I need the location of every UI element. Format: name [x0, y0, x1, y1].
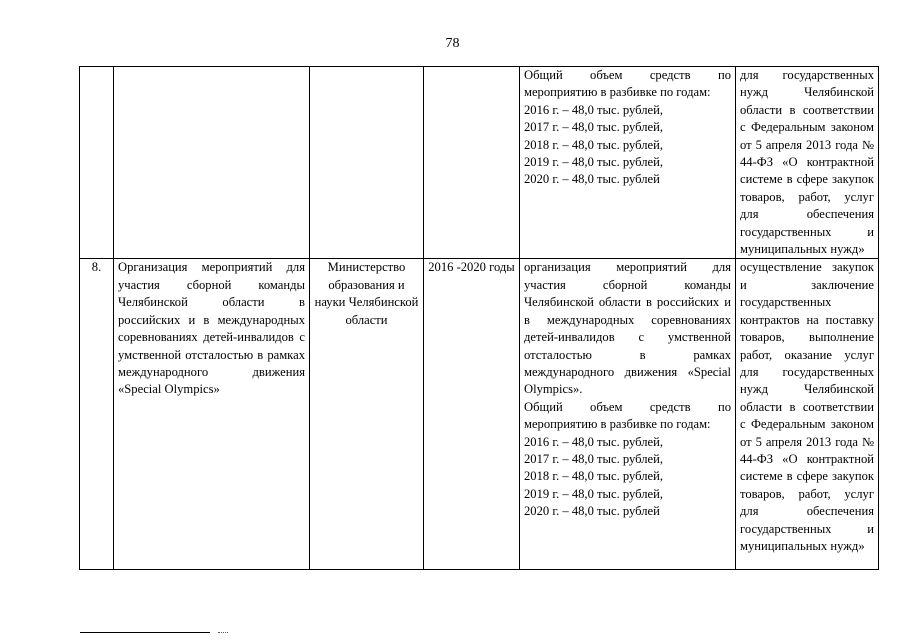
table-row-continuation — [80, 67, 879, 259]
funding-year-line: 2017 г. – 48,0 тыс. рублей, — [524, 451, 663, 466]
cell-number-empty — [80, 67, 114, 259]
cell-executor — [310, 259, 424, 570]
funding-year-line: 2019 г. – 48,0 тыс. рублей, — [524, 155, 663, 170]
row-number: 8. — [91, 260, 102, 275]
cell-period — [424, 259, 520, 570]
cell-procurement-note — [736, 67, 879, 259]
funding-year-line: 2020 г. – 48,0 тыс. рублей — [524, 172, 660, 187]
procurement-note-text: для государственных нужд Челябинской области в соответствии с Федеральным законом от 5 апреля 2013 года № 44-ФЗ «О контрактной системе в сфере закупок товаров, работ, услуг для обеспечения государственных и муниципальных нужд» — [740, 68, 874, 257]
program-measures-table — [79, 66, 879, 570]
funding-year-line: 2020 г. – 48,0 тыс. рублей — [524, 504, 660, 519]
measure-period: 2016 -2020 годы — [428, 260, 515, 275]
cell-title — [114, 259, 310, 570]
funding-year-line: 2017 г. – 48,0 тыс. рублей, — [524, 120, 663, 135]
cell-number — [80, 259, 114, 570]
cell-executor-empty — [310, 67, 424, 259]
footnote-dotted-mark — [218, 632, 228, 633]
cell-period-empty — [424, 67, 520, 259]
measure-result-text: организация мероприятий для участия сборной команды Челябинской области в российских и в международных соревнованиях детей-инвалидов с умственной отсталостью в рамках международного движения «Special Olympics». — [524, 260, 731, 397]
cell-funding — [520, 67, 736, 259]
footnote-rule — [80, 632, 210, 633]
cell-title-empty — [114, 67, 310, 259]
cell-result — [520, 259, 736, 570]
funding-year-line: 2018 г. – 48,0 тыс. рублей, — [524, 137, 663, 152]
cell-procurement-note — [736, 259, 879, 570]
funding-year-line: 2016 г. – 48,0 тыс. рублей, — [524, 102, 663, 117]
funding-year-line: 2019 г. – 48,0 тыс. рублей, — [524, 486, 663, 501]
table-row-8 — [80, 259, 879, 570]
measure-title: Организация мероприятий для участия сборной команды Челябинской области в российских и в международных соревнованиях детей-инвалидов с умственной отсталостью в рамках международного движения «Special Olympics» — [118, 260, 305, 397]
page-number: 78 — [445, 36, 460, 51]
funding-intro: Общий объем средств по мероприятию в разбивке по годам: — [524, 399, 731, 432]
funding-year-line: 2018 г. – 48,0 тыс. рублей, — [524, 469, 663, 484]
procurement-note-text: осуществление закупок и заключение государственных контрактов на поставку товаров, выполнение работ, оказание услуг для государственных нужд Челябинской области в соответствии с Федеральным законом от 5 апреля 2013 года № 44-ФЗ «О контрактной системе в сфере закупок товаров, работ, услуг для обеспечения государственных и муниципальных нужд» — [740, 260, 874, 553]
funding-intro: Общий объем средств по мероприятию в разбивке по годам: — [524, 68, 731, 100]
funding-year-line: 2016 г. – 48,0 тыс. рублей, — [524, 434, 663, 449]
measure-executor: Министерство образования и науки Челябинской области — [314, 260, 419, 327]
